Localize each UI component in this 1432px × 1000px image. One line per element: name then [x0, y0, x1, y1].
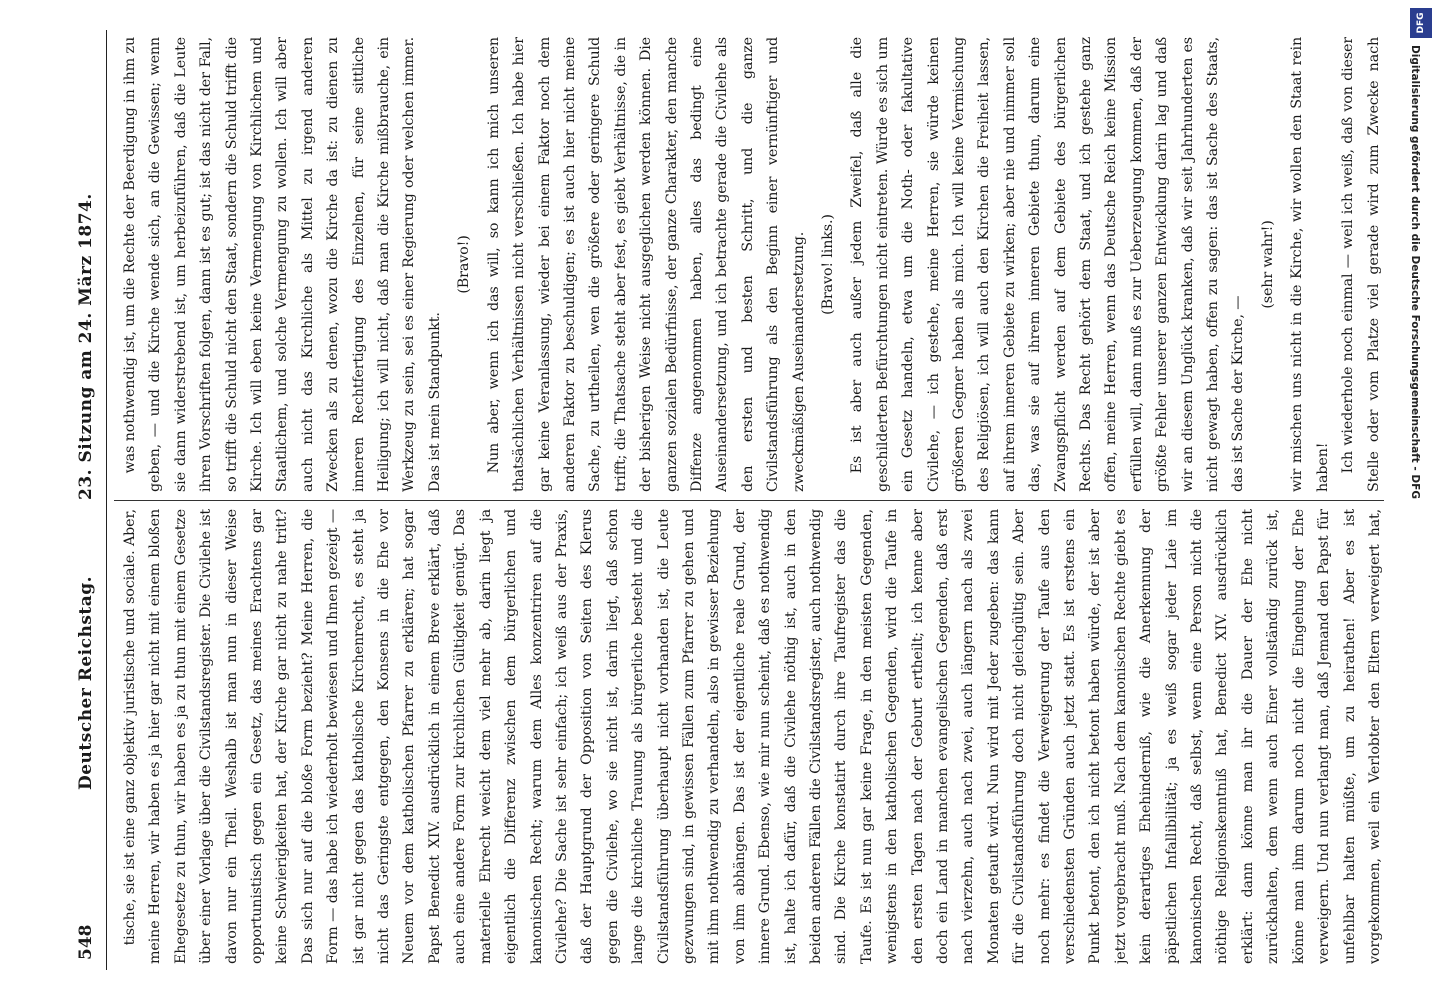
- paragraph: was nothwendig ist, um die Rechte der Beerdigung in ihm zu geben, — und die Kirche wende sich, an die Gewissen; wenn sie dann widerstrebend ist, um herbeizuführen, daß die Leute ihren Vorschriften folgen, dann ist es gut; ist das nicht der Fall, so trifft die Schuld nicht den Staat, sondern die Schuld trifft die Kirche. Ich will eben keine Vermengung von Kirchlichem und Staatlichem, und solche Vermengung zu wollen. Ich will aber auch nicht das Kirchliche als Mittel zu irgend anderen Zwecken als zu denen, wozu die Kirche da ist: zu dienen zu inneren Rechtfertigung des Einzelnen, für seine sittliche Heiligung; ich will nicht, daß man die Kirche mißbrauche, ein Werkzeug zu sein, sei es einer Regierung oder welchen immer. Das ist mein Standpunkt.: [122, 37, 443, 492]
- running-head: [70, 30, 107, 970]
- text-column-right: [118, 37, 1388, 492]
- page-number: 548: [76, 924, 96, 960]
- dfg-logo: [1410, 8, 1432, 38]
- paragraph: Nun aber, wenn ich das will, so kann ich mich unseren thatsächlichen Verhältnissen nicht verschließen. Ich habe hier gar keine Veranlassung, wieder bei einem Faktor noch dem anderen Faktor zu beschuldigen; es ist auch hier nicht meine Sache, zu urtheilen, wen die größere oder geringere Schuld trifft; die Thatsache steht aber fest, es giebt Verhältnisse, die in der bisherigen Weise nicht ausgeglichen werden können. Die ganzen sozialen Bedürfnisse, der ganze Charakter, den manche Diffenze angenommen haben, alles das bedingt eine Auseinandersetzung, und ich betrachte gerade die Civilehe als den ersten und besten Schritt, und die ganze Civilstandsführung als den Beginn einer vernünftiger und zweckmäßigen Auseinandersetzung.: [485, 37, 807, 492]
- text-column-left: [118, 509, 1388, 964]
- column-divider: [114, 500, 1384, 501]
- paragraph: wir mischen uns nicht in die Kirche, wir wollen den Staat rein haben!: [1289, 37, 1331, 492]
- interjection: (sehr wahr!): [1259, 220, 1276, 309]
- interjection: (Bravo! links.): [819, 214, 836, 315]
- interjection: (Bravo!): [456, 235, 473, 294]
- session-title: 23. Sitzung am 24. März 1874.: [76, 193, 96, 500]
- document-page: [70, 30, 1400, 970]
- digitization-credit: Digitalisierung gefördert durch die Deutsche Forschungsgemeinschaft - DFG: [1409, 45, 1421, 499]
- dfg-logo-text: DFG: [1416, 12, 1426, 34]
- paragraph: tische, sie ist eine ganz objektiv juristische und sociale. Aber, meine Herren, wir haben es ja hier gar nicht mit einem bloßen Ehegesetze zu thun, wir haben es ja zu thun mit einem Gesetze über einer Vorlage über die Civilstandsregister. Die Civilehe ist davon nur ein Theil. Weshalb ist man nun in dieser Weise opportunistisch gegen ein Gesetz, das meines Erachtens gar keine Schwierigkeiten hat, der Kirche gar nicht zu nahe tritt? Das sich nur auf die bloße Form bezieht? Meine Herren, die Form — das habe ich wiederholt bewiesen und Ihnen gezeigt — ist gar nicht gegen das katholische Kirchenrecht, es steht ja nicht das Geringste entgegen, den Konsens in die Ehe vor Neuem vor dem katholischen Pfarrer zu erklären; hat sogar Papst Benedict XIV. ausdrücklich in einem Breve erklärt, daß auch eine andere Form zur kirchlichen Gültigkeit genügt. Das materielle Ehrecht weicht dem viel mehr ab, darin liegt ja eigentlich die Differenz zwischen dem bürgerlichen und kanonischen Recht; warum dem Alles konzentriren auf die Civilehe? Die Sache ist sehr einfach; ich weiß aus der Praxis, daß der Hauptgrund der Opposition von Seiten des Klerus gegen die Civilehe, wo sie nicht ist, darin liegt, daß schon lange die kirchliche Trauung als bürgerliche besteht und die Civilstandsführung überhaupt nicht vorhanden ist, die Leute gezwungen sind, in gewissen Fällen zum Pfarrer zu gehen und mit ihm nothwendig zu verhandeln, also in gewisser Beziehung von ihm abhängen. Das ist der eigentliche reale Grund, der innere Grund. Ebenso, wie mir nun scheint, daß es nothwendig ist, halte ich dafür, daß die Civilehe nöthig ist, auch in den beiden anderen Fällen die Civilstandsregister, auch nothwendig sind. Die Kirche konstatirt durch ihre Taufregister das die Taufe. Es ist nun gar keine Frage, in den meisten Gegenden, wenigstens in den katholischen Gegenden, wird die Taufe in den ersten Tagen nach der Geburt ertheilt; ich kenne aber doch ein Land in manchen evangelischen Gegenden, daß erst nach vierzehn, auch nach zwei, auch längern nach als zwei Monaten getauft wird. Nun wird mit Jeder zugeben: das kann für die Civilstandsführung doch nicht gleichgültig sein. Aber noch mehr: es findet die Verweigerung der Taufe aus den verschiedensten Gründen auch jetzt statt. Es ist erstens ein Punkt betont, den ich nicht betont haben würde, der ist aber jetzt vorgebracht muß. Nach dem kanonischen Rechte giebt es kein derartiges Ehehinderniß, wie die Anerkennung der päpstlichen Infallibilität; ja es weiß sogar jeder Laie im kanonischen Recht, daß selbst, wenn eine Person nicht die nöthige Religionskenntniß hat, Benedict XIV. ausdrücklich erklärt: dann könne man ihr die Dauer der Ehe nicht zurückhalten, dem wenn auch Einer vollständig zurück ist, könne man ihm darum noch nicht die Eingehung der Ehe verweigern. Und nun verlangt man, daß Jemand den Papst für unfehlbar halten müßte, um zu heirathen! Aber es ist vorgekommen, weil ein Verlobter den Eltern verweigert hat,: [122, 509, 1383, 964]
- paragraph: Es ist aber auch außer jedem Zweifel, daß alle die geschilderten Befürchtungen nicht eintreten. Würde es sich um ein Gesetz handeln, etwa um die Noth- oder fakultative Civilehe, — ich gestehe, meine Herren, sie würde keinen größeren Gegner haben als mich. Ich will keine Vermischung des Religiösen, ich will auch den Kirchen die Freiheit lassen, auf ihrem inneren Gebiete zu wirken; aber nie und nimmer soll das, was sie auf ihrem inneren Gebiete thun, darum eine Zwangspflicht werden auf dem Gebiete des bürgerlichen Rechts. Das Recht gehört dem Staat, und ich gestehe ganz offen, meine Herren, wenn das Deutsche Reich keine Mission erfüllen will, dann muß es zur Ueberzeugung kommen, daß der größte Fehler unserer ganzen Entwicklung darin lag und daß wir an diesem Unglück kranken, daß wir seit Jahrhunderten es nicht gewagt haben, offen zu sagen: das ist Sache des Staats, das ist Sache der Kirche, —: [849, 37, 1247, 492]
- paragraph: Ich wiederhole noch einmal — weil ich weiß, daß von dieser Stelle oder vom Platze viel gerade wird zum Zwecke nach: [1340, 37, 1382, 492]
- publication-title: Deutscher Reichstag.: [76, 575, 96, 790]
